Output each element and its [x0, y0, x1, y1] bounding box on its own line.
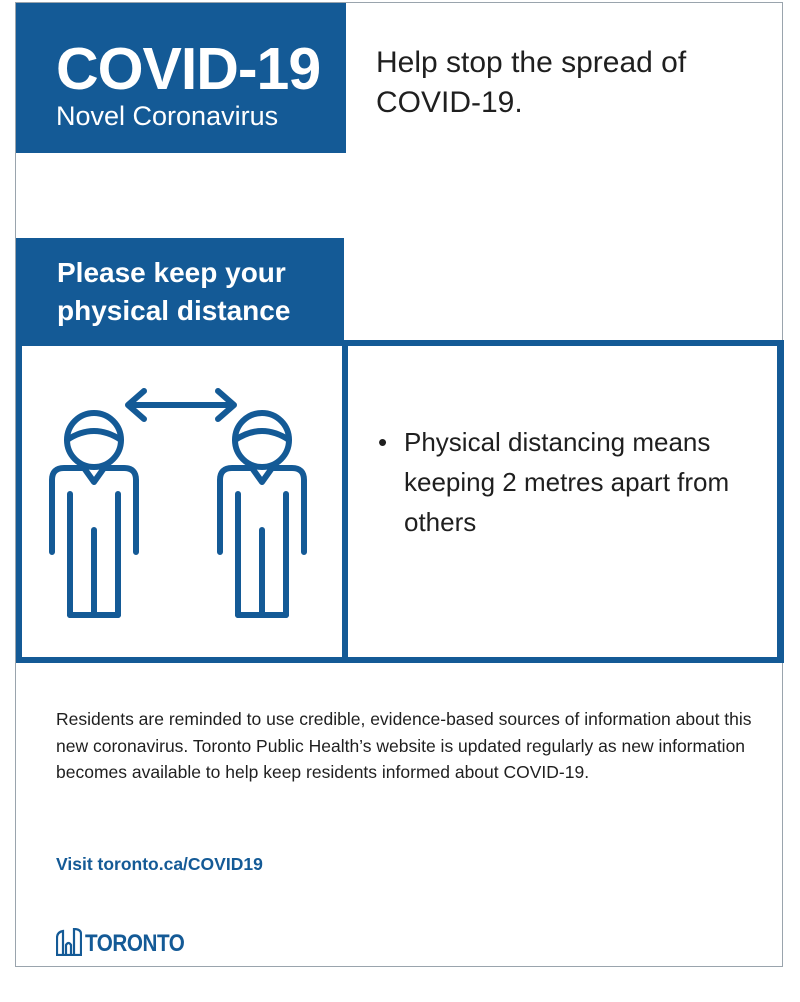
page-subtitle: Novel Coronavirus	[56, 101, 279, 131]
tagline: Help stop the spread of COVID-19.	[376, 46, 687, 119]
info-panel	[16, 340, 784, 663]
bullet-text: Physical distancing means keeping 2 metres apart from others	[404, 427, 730, 537]
section-heading-line1: Please keep your	[57, 257, 286, 288]
city-hall-icon	[56, 928, 82, 956]
notice-paragraph: Residents are reminded to use credible, evidence-based sources of information about this new coronavirus. Toronto Public Health’s website is updated regularly as new information becomes available to help keep residents informed about COVID-19.	[56, 709, 752, 782]
section-heading	[16, 238, 344, 344]
panel-divider	[342, 346, 348, 657]
poster	[15, 2, 783, 967]
person-icon	[52, 413, 136, 615]
visit-link[interactable]: Visit toronto.ca/COVID19	[56, 854, 263, 874]
bullet-marker: •	[378, 427, 388, 457]
logo-wordmark: TORONTO	[85, 930, 185, 957]
section-heading-line2: physical distance	[57, 295, 291, 326]
double-arrow-icon	[128, 391, 234, 419]
page-title: COVID-19	[56, 36, 321, 102]
person-icon	[220, 413, 304, 615]
physical-distance-illustration	[42, 382, 326, 622]
title-block	[16, 3, 346, 153]
bullet-item	[378, 422, 768, 542]
toronto-logo	[56, 920, 201, 956]
